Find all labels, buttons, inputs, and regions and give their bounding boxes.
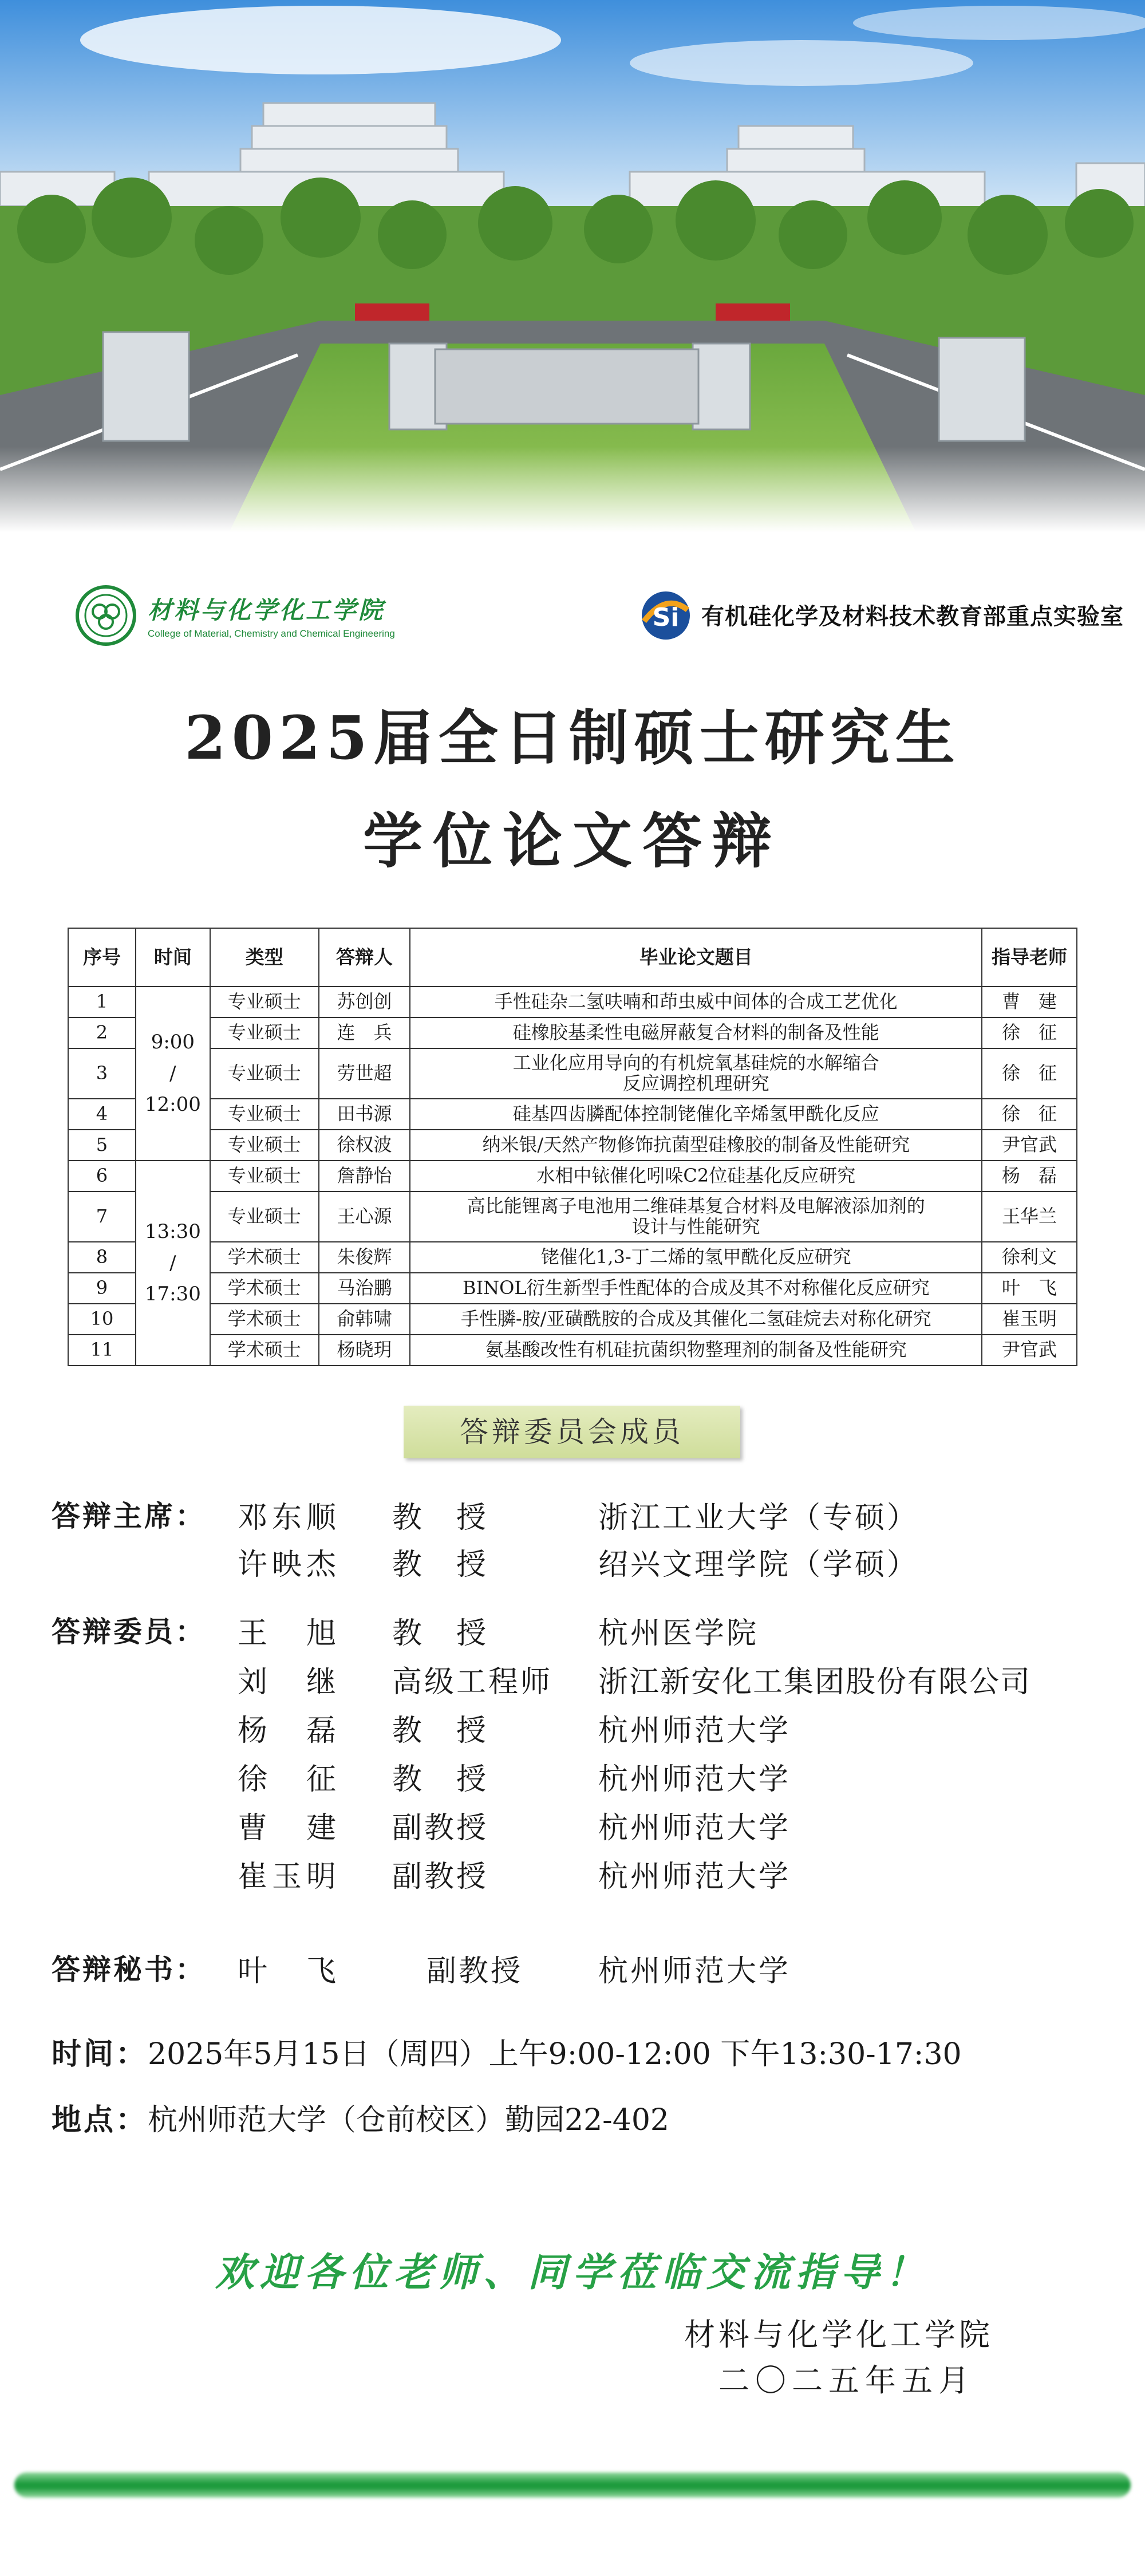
row-student: 朱俊辉: [319, 1242, 410, 1273]
secretary-label: 答辩秘书：: [52, 1953, 206, 1986]
row-thesis-title: 硅橡胶基柔性电磁屏蔽复合材料的制备及性能: [410, 1017, 982, 1048]
time-line: [52, 2030, 962, 2073]
member-name: 叶 飞: [238, 1954, 341, 1989]
table-row: [68, 1304, 1077, 1335]
row-advisor: 徐 征: [982, 1099, 1077, 1130]
member-org: 杭州师范大学: [598, 1954, 791, 1989]
table-header-row: [68, 928, 1077, 987]
row-advisor: 曹 建: [982, 987, 1077, 1017]
college-logo: [74, 584, 395, 647]
member-name: 曹 建: [238, 1811, 341, 1845]
table-row: [68, 1099, 1077, 1130]
member-rank: 副教授: [392, 1811, 489, 1845]
row-no: 2: [68, 1017, 136, 1048]
row-student: 杨晓玥: [319, 1335, 410, 1366]
table-row: [68, 1017, 1077, 1048]
row-advisor: 叶 飞: [982, 1273, 1077, 1304]
table-row: [68, 987, 1077, 1017]
member-rank: 教 授: [392, 1762, 489, 1797]
member-org: 杭州师范大学: [598, 1714, 791, 1748]
member-rank: 教 授: [392, 1501, 489, 1535]
row-advisor: 崔玉明: [982, 1304, 1077, 1335]
time-value: 2025年5月15日（周四）上午9:00-12:00 下午13:30-17:30: [148, 2037, 962, 2072]
member-org: 杭州医学院: [598, 1616, 759, 1651]
row-student: 连 兵: [319, 1017, 410, 1048]
session-end: 12:00: [144, 1093, 201, 1117]
session-end: 17:30: [144, 1283, 201, 1306]
signature-date: 二〇二五年五月: [718, 2362, 975, 2399]
defense-schedule-table: [68, 928, 1077, 1366]
page-title-line2: 学位论文答辩: [362, 806, 782, 876]
row-student: 俞韩啸: [319, 1304, 410, 1335]
member-rank: 教 授: [392, 1548, 489, 1582]
member-org: 浙江工业大学（专硕）: [598, 1501, 919, 1535]
committee-heading: 答辩委员会成员: [404, 1406, 740, 1458]
row-student: 詹静怡: [319, 1161, 410, 1192]
table-row: [68, 1048, 1077, 1099]
session-time-afternoon: [136, 1161, 210, 1366]
table-row: [68, 1130, 1077, 1161]
row-thesis-title: 高比能锂离子电池用二维硅基复合材料及电解液添加剂的 设计与性能研究: [410, 1192, 982, 1242]
row-no: 7: [68, 1192, 136, 1242]
college-emblem-icon: [74, 584, 137, 647]
session-start: 13:30: [144, 1220, 201, 1244]
member-org: 杭州师范大学: [598, 1762, 791, 1797]
row-type: 学术硕士: [210, 1335, 319, 1366]
member-rank: 教 授: [392, 1616, 489, 1651]
place-label: 地点：: [52, 2103, 148, 2137]
member-name: 许映杰: [238, 1548, 341, 1582]
row-advisor: 王华兰: [982, 1192, 1077, 1242]
si-lab-emblem-icon: [638, 587, 693, 642]
table-row: [68, 1273, 1077, 1304]
bottom-decorative-bar: [14, 2472, 1131, 2498]
row-thesis-title: 铑催化1,3-丁二烯的氢甲酰化反应研究: [410, 1242, 982, 1273]
member-org: 杭州师范大学: [598, 1860, 791, 1894]
row-type: 学术硕士: [210, 1273, 319, 1304]
member-name: 崔玉明: [238, 1860, 341, 1894]
row-type: 专业硕士: [210, 1099, 319, 1130]
row-student: 田书源: [319, 1099, 410, 1130]
row-thesis-title: BINOL衍生新型手性配体的合成及其不对称催化反应研究: [410, 1273, 982, 1304]
row-student: 马治鹏: [319, 1273, 410, 1304]
member-rank: 副教授: [392, 1860, 489, 1894]
col-header-type: 类型: [210, 928, 319, 987]
row-thesis-title: 纳米银/天然产物修饰抗菌型硅橡胶的制备及性能研究: [410, 1130, 982, 1161]
member-org: 绍兴文理学院（学硕）: [598, 1548, 919, 1582]
row-no: 3: [68, 1048, 136, 1099]
row-advisor: 徐 征: [982, 1017, 1077, 1048]
member-org: 杭州师范大学: [598, 1811, 791, 1845]
session-start: 9:00: [151, 1031, 195, 1054]
member-name: 杨 磊: [238, 1714, 341, 1748]
row-no: 11: [68, 1335, 136, 1366]
time-label: 时间：: [52, 2037, 148, 2072]
session-sep: /: [169, 1062, 176, 1085]
col-header-time: 时间: [136, 928, 210, 987]
member-rank: 副教授: [427, 1954, 523, 1989]
member-name: 徐 征: [238, 1762, 341, 1797]
row-type: 专业硕士: [210, 1130, 319, 1161]
row-no: 8: [68, 1242, 136, 1273]
row-no: 5: [68, 1130, 136, 1161]
row-no: 1: [68, 987, 136, 1017]
session-sep: /: [169, 1251, 176, 1275]
row-thesis-title: 手性膦-胺/亚磺酰胺的合成及其催化二氢硅烷去对称化研究: [410, 1304, 982, 1335]
member-name: 王 旭: [238, 1616, 341, 1651]
row-no: 6: [68, 1161, 136, 1192]
member-name: 刘 继: [238, 1665, 341, 1699]
member-rank: 高级工程师: [392, 1665, 553, 1699]
college-name-en: College of Material, Chemistry and Chemical Engineering: [148, 628, 395, 639]
college-name-cn: 材料与化学化工学院: [148, 596, 385, 624]
member-org: 浙江新安化工集团股份有限公司: [598, 1665, 1032, 1699]
row-thesis-title: 手性硅杂二氢呋喃和茚虫威中间体的合成工艺优化: [410, 987, 982, 1017]
lab-logo: [638, 587, 1124, 642]
row-advisor: 尹官武: [982, 1130, 1077, 1161]
row-thesis-title: 水相中铱催化吲哚C2位硅基化反应研究: [410, 1161, 982, 1192]
row-student: 王心源: [319, 1192, 410, 1242]
welcome-message: 欢迎各位老师、同学莅临交流指导！: [215, 2250, 930, 2295]
table-row: [68, 1192, 1077, 1242]
row-no: 9: [68, 1273, 136, 1304]
table-row: [68, 1242, 1077, 1273]
row-type: 专业硕士: [210, 987, 319, 1017]
row-thesis-title: 氨基酸改性有机硅抗菌织物整理剂的制备及性能研究: [410, 1335, 982, 1366]
row-type: 专业硕士: [210, 1161, 319, 1192]
row-student: 劳世超: [319, 1048, 410, 1099]
row-type: 学术硕士: [210, 1242, 319, 1273]
row-thesis-title: 硅基四齿膦配体控制铑催化辛烯氢甲酰化反应: [410, 1099, 982, 1130]
row-no: 4: [68, 1099, 136, 1130]
row-student: 苏创创: [319, 987, 410, 1017]
place-value: 杭州师范大学（仓前校区）勤园22-402: [148, 2103, 670, 2137]
page-title-line1: 2025届全日制硕士研究生: [184, 703, 961, 773]
member-label: 答辩委员：: [52, 1615, 206, 1648]
row-advisor: 徐 征: [982, 1048, 1077, 1099]
row-student: 徐权波: [319, 1130, 410, 1161]
hero-campus-photo: [0, 0, 1145, 532]
row-type: 学术硕士: [210, 1304, 319, 1335]
place-line: [52, 2096, 669, 2139]
col-header-no: 序号: [68, 928, 136, 987]
row-advisor: 杨 磊: [982, 1161, 1077, 1192]
table-row: [68, 1161, 1077, 1192]
col-header-advisor: 指导老师: [982, 928, 1077, 987]
row-advisor: 徐利文: [982, 1242, 1077, 1273]
row-no: 10: [68, 1304, 136, 1335]
table-row: [68, 1335, 1077, 1366]
col-header-student: 答辩人: [319, 928, 410, 987]
row-type: 专业硕士: [210, 1017, 319, 1048]
row-thesis-title: 工业化应用导向的有机烷氧基硅烷的水解缩合 反应调控机理研究: [410, 1048, 982, 1099]
row-type: 专业硕士: [210, 1048, 319, 1099]
svg-text:Si: Si: [652, 603, 680, 632]
row-type: 专业硕士: [210, 1192, 319, 1242]
member-rank: 教 授: [392, 1714, 489, 1748]
col-header-title: 毕业论文题目: [410, 928, 982, 987]
member-name: 邓东顺: [238, 1501, 341, 1535]
lab-name: 有机硅化学及材料技术教育部重点实验室: [701, 603, 1124, 630]
session-time-morning: [136, 987, 210, 1161]
chair-label: 答辩主席：: [52, 1500, 206, 1533]
signature-org: 材料与化学化工学院: [684, 2317, 993, 2353]
row-advisor: 尹官武: [982, 1335, 1077, 1366]
